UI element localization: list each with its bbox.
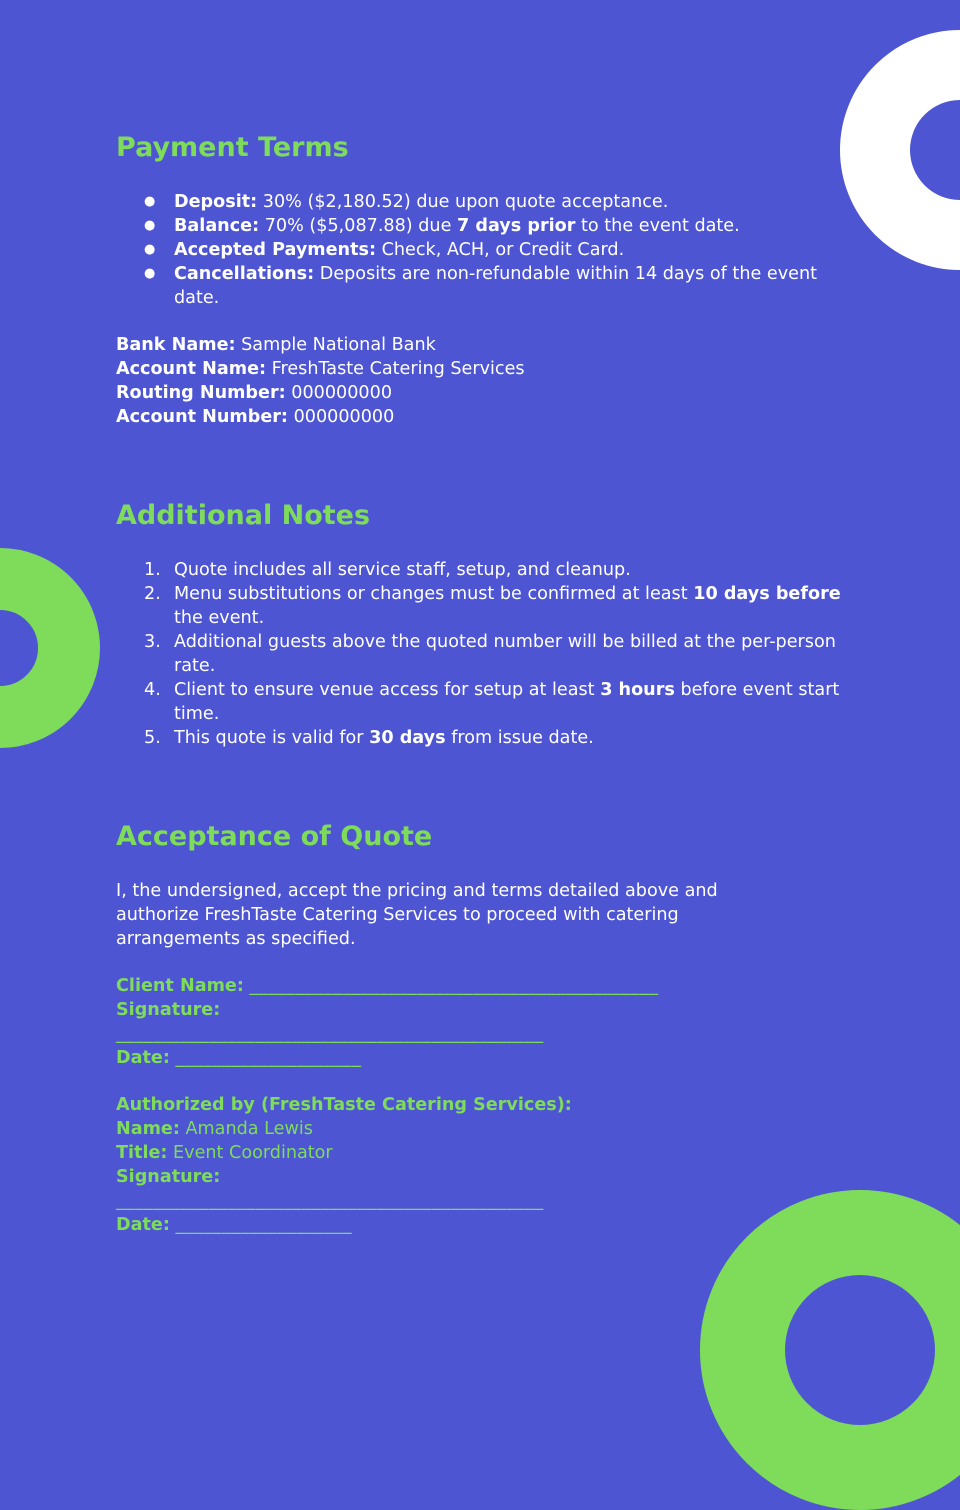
list-item: ● Cancellations: Deposits are non-refundable within 14 days of the event date. — [144, 264, 818, 308]
additional-notes-list — [144, 558, 854, 750]
client-signature-line: ______________________________________________ — [116, 1024, 544, 1044]
client-date-line: ____________________ — [175, 1048, 362, 1068]
list-item: ● Deposit: 30% ($2,180.52) due upon quote acceptance. — [144, 192, 669, 212]
routing-number-value: 000000000 — [291, 383, 393, 403]
list-item: 1. Quote includes all service staff, setup, and cleanup. — [144, 560, 631, 580]
additional-notes-heading: Additional Notes — [116, 500, 371, 531]
payment-terms-list — [144, 190, 854, 310]
bank-name-value: Sample National Bank — [241, 335, 436, 355]
list-item: 3. Additional guests above the quoted number will be billed at the per-person rate. — [144, 632, 836, 676]
authorized-signature-block: Authorized by (FreshTaste Catering Services): Name: Amanda Lewis Title: Event Coordinator Signature: ______________________________________________ Date: ___________________ — [116, 1095, 572, 1235]
payment-terms-heading: Payment Terms — [116, 132, 349, 163]
authorized-title-value: Event Coordinator — [173, 1143, 333, 1163]
authorized-name-value: Amanda Lewis — [185, 1119, 313, 1139]
acceptance-heading: Acceptance of Quote — [116, 821, 433, 852]
account-name-value: FreshTaste Catering Services — [271, 359, 525, 379]
acceptance-paragraph: I, the undersigned, accept the pricing and terms detailed above and authorize FreshTaste Catering Services to proceed with catering arrangements as specified. — [116, 881, 718, 949]
list-item: ● Accepted Payments: Check, ACH, or Credit Card. — [144, 240, 625, 260]
decorative-ring-mid-left — [0, 548, 100, 748]
authorized-heading: Authorized by (FreshTaste Catering Services): — [116, 1095, 572, 1115]
list-item: ● Balance: 70% ($5,087.88) due 7 days prior to the event date. — [144, 216, 740, 236]
authorized-date-line: ___________________ — [175, 1215, 353, 1235]
list-item: 2. Menu substitutions or changes must be confirmed at least 10 days before the event. — [144, 584, 841, 628]
bank-details: Bank Name: Sample National Bank Account Name: FreshTaste Catering Services Routing Number: 000000000 Account Number: 000000000 — [116, 335, 525, 427]
list-item: 4. Client to ensure venue access for setup at least 3 hours before event start time. — [144, 680, 840, 724]
decorative-ring-top-right — [840, 30, 960, 270]
client-signature-block: Client Name: ____________________________________________ Signature: ______________________________________________ Date: ____________________ — [116, 976, 659, 1068]
list-item: 5. This quote is valid for 30 days from issue date. — [144, 728, 594, 748]
client-name-line: ____________________________________________ — [249, 976, 659, 996]
account-number-value: 000000000 — [293, 407, 395, 427]
authorized-signature-line: ______________________________________________ — [116, 1191, 544, 1211]
decorative-ring-bottom-right — [700, 1190, 960, 1510]
